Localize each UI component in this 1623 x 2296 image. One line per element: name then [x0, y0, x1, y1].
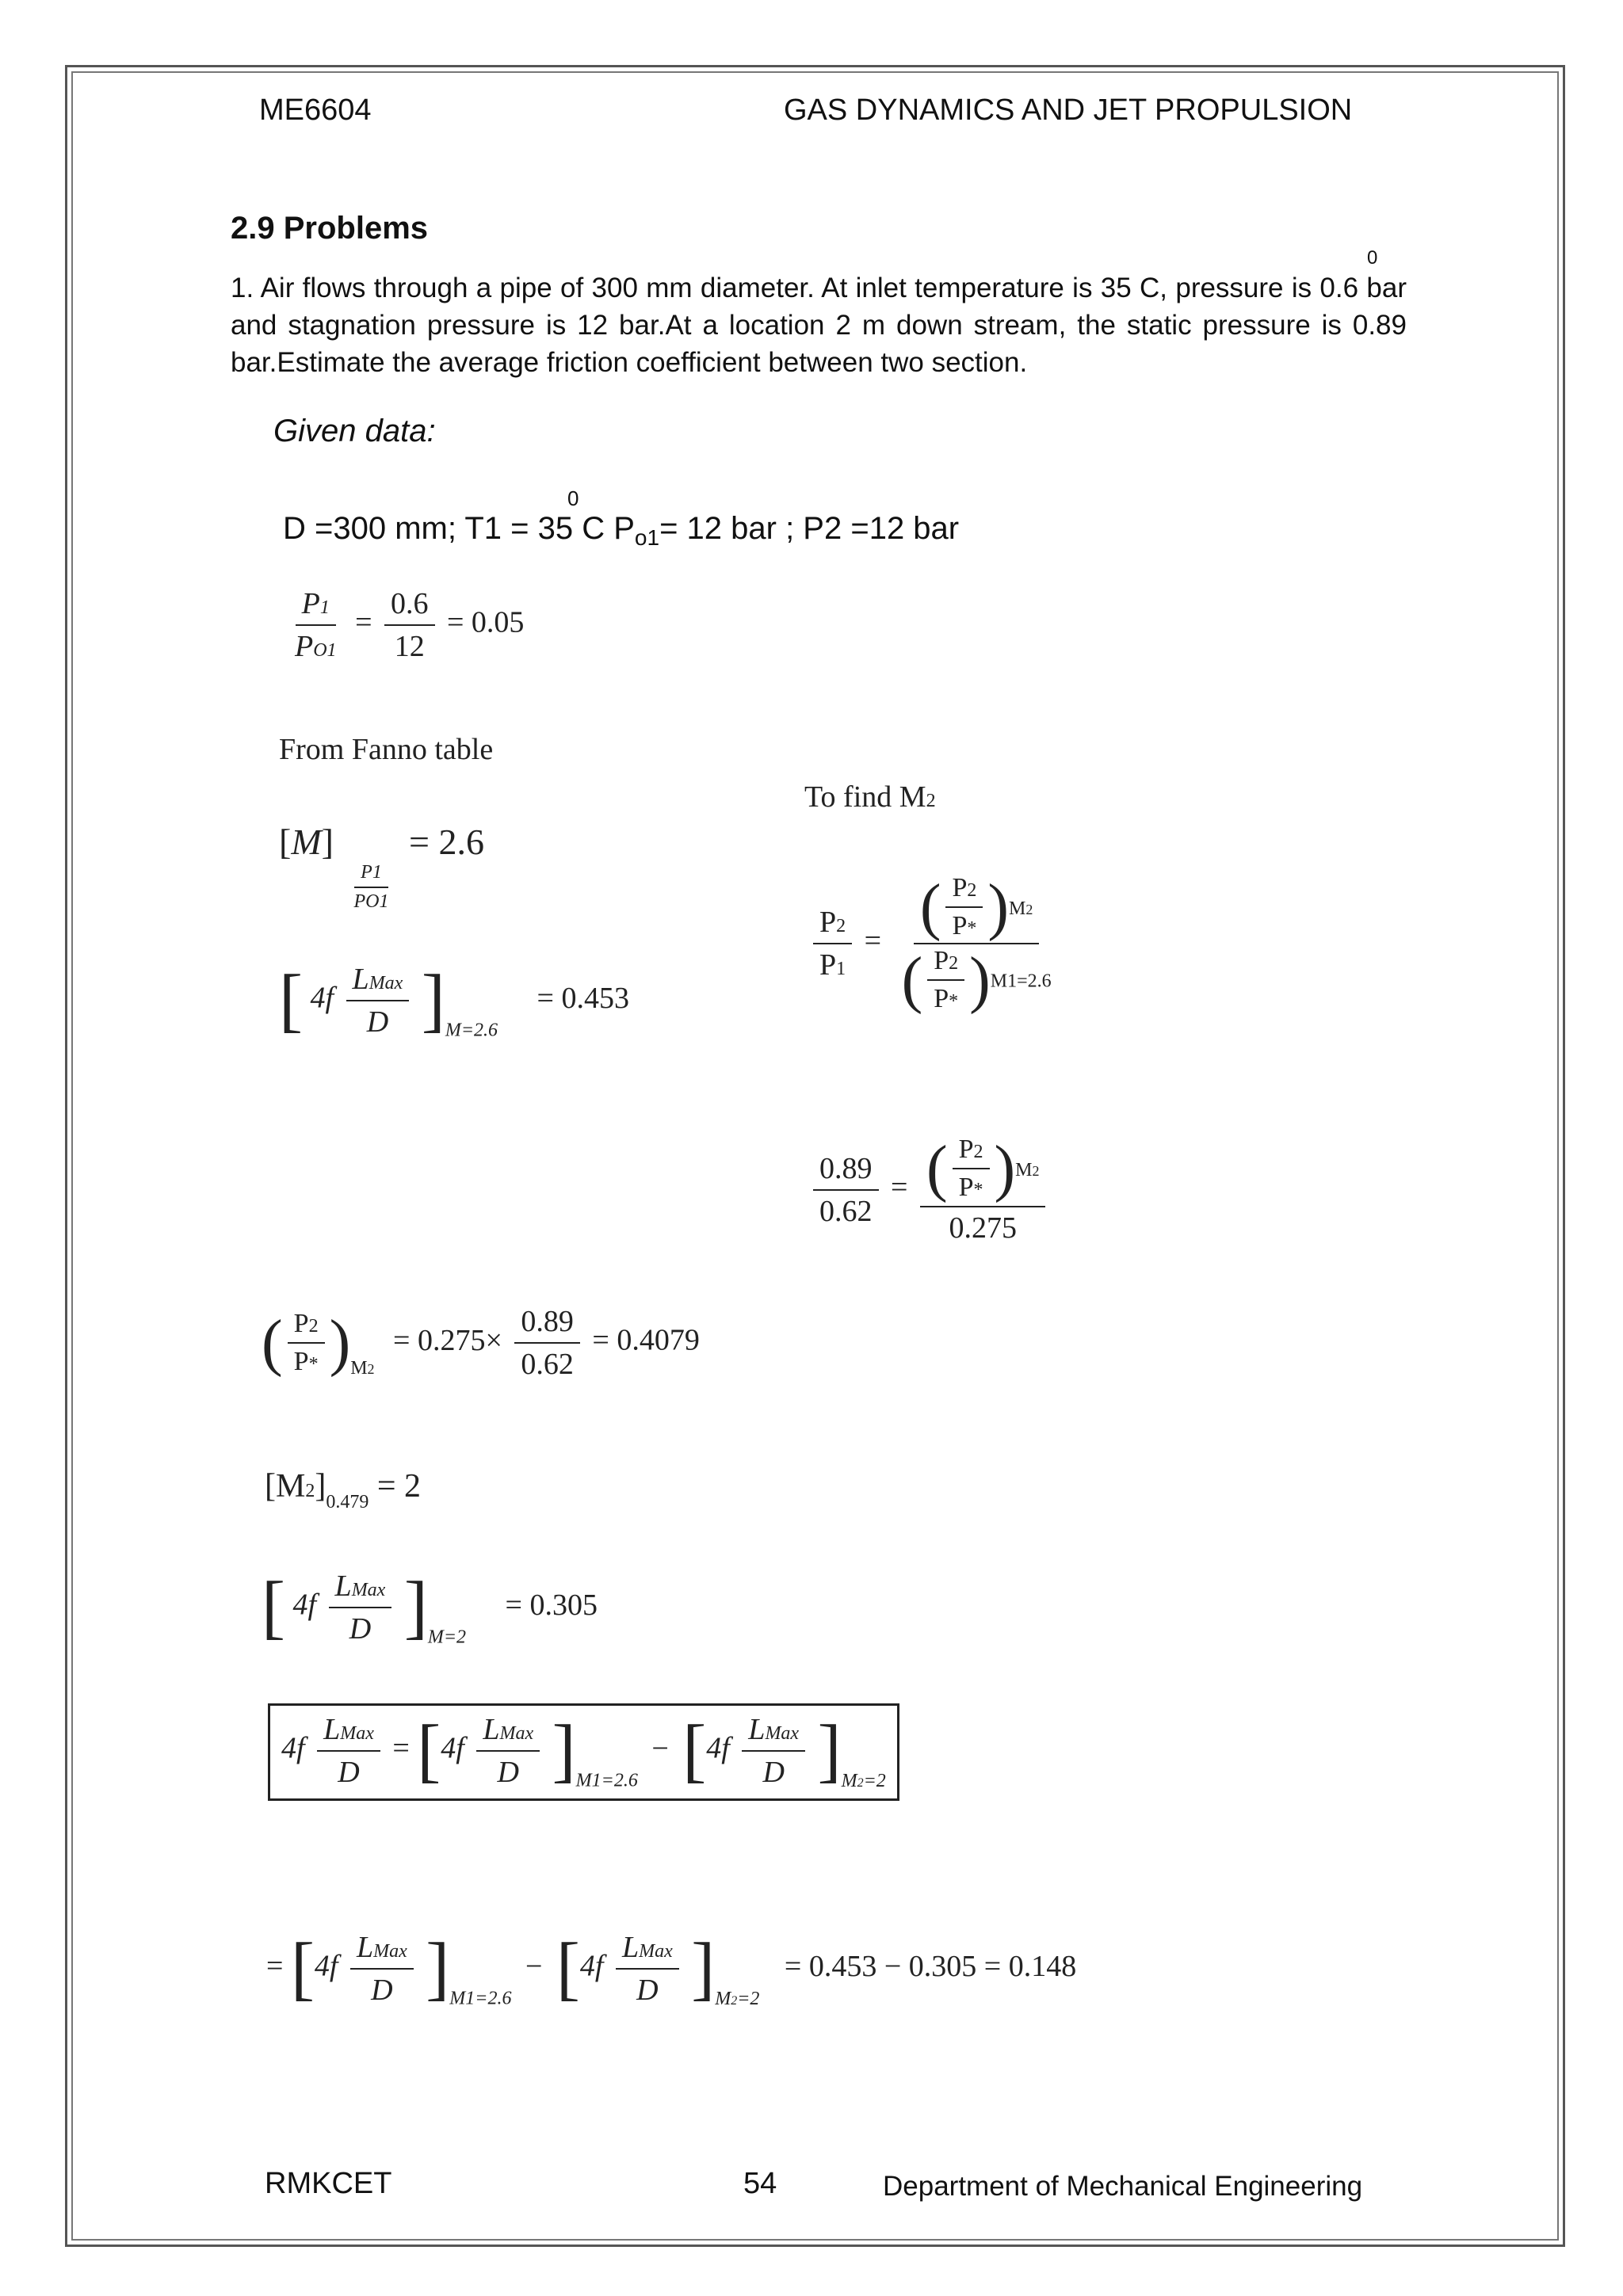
given-line-part1: D =300 mm; T1 = 35 C P	[283, 511, 635, 546]
section-heading: 2.9 Problems	[231, 211, 429, 246]
footer-institution: RMKCET	[265, 2167, 392, 2200]
m-result: = 2.6	[409, 822, 484, 862]
footer-page-number: 54	[743, 2167, 777, 2200]
ratio-den: 12	[394, 630, 425, 663]
footer-department: Department of Mechanical Engineering	[883, 2171, 1363, 2202]
find-m2-label: To find M2	[804, 780, 936, 814]
degree-mark-given: 0	[567, 486, 579, 510]
eq-final-result: = [4f $\frac{\text{LMax}}{D}$ ]$_{M1=2.6} - [4f$ $\frac{\text{LMax}}{D}$ ]$_{M2=2} = 0.453 - 0.305 = 0.148$	[266, 1929, 1077, 2009]
four-f-result-2: = 0.305	[505, 1588, 598, 1622]
ratio-result: = 0.05	[447, 605, 525, 639]
frac-062-b: 0.62	[521, 1348, 574, 1381]
find-m2-text: To find M	[804, 780, 926, 814]
header-course-title: GAS DYNAMICS AND JET PROPULSION	[784, 93, 1353, 127]
eq-089-062: $\frac{0.89}{0.62}$ = ( $\frac{P2}{P*}$ )M2 0.275	[808, 1135, 1050, 1245]
eq-boxed-difference: 4f $\frac{\text{LMax}}{D}$ = [4f $\frac{\text{LMax}}{D}$ ]$_{M1=2.6} - [4f$ $\frac{\text{LMax}}{D}$ ]$_{M2=2}$	[268, 1703, 899, 1801]
eq-p2-p1: $\frac{P2}{P1}$ = ( $\frac{P2}{P*}$ )M2 ( $\frac{P2}{P*}$ )M1=2.6	[808, 873, 1063, 1014]
degree-mark: 0	[1367, 247, 1378, 269]
frac-0275-a: 0.275	[949, 1211, 1017, 1245]
m-eq-2: M=2	[427, 1627, 467, 1648]
ratio-calc: = 0.275×	[393, 1323, 502, 1357]
eq-p2-pstar-calc: ( $\frac{P2}{P*}$ )$_{M2} = 0.275\times$ $\frac{0.89}{0.62}$ = 0.4079	[262, 1305, 700, 1381]
frac-062-a: 0.62	[819, 1195, 873, 1228]
given-data-line	[283, 511, 959, 551]
final-result: = 0.453 − 0.305 = 0.148	[784, 1949, 1077, 1983]
fanno-table-label: From Fanno table	[279, 733, 494, 766]
frac-089-a: 0.89	[813, 1151, 879, 1191]
final-sub-m1: M1=2.6	[449, 1988, 512, 2009]
given-data-label: Given data:	[273, 414, 436, 448]
eq-m-value: [M] $\frac{P1}{PO1}$ = 2.6	[279, 822, 484, 912]
m1-sub: M1=2.6	[990, 971, 1052, 992]
ratio-calc-result: = 0.4079	[592, 1323, 700, 1357]
ratio-num: 0.6	[384, 586, 435, 626]
header-course-code: ME6604	[259, 93, 372, 127]
eq-p1-ratio: $\frac{P1}{PO1}$ = $\frac{0.6}{12}$ = 0.05	[295, 587, 525, 663]
four-f-result-1: = 0.453	[537, 981, 629, 1015]
given-line-part2: = 12 bar ; P2 =12 bar	[659, 511, 960, 546]
given-line-sub: o1	[634, 525, 660, 550]
frac-089-b: 0.89	[514, 1304, 580, 1344]
eq-four-f-1: [ 4f $\frac{\text{LMax}}{D}$ ]$_{M=2.6} = 0.453$	[279, 961, 629, 1041]
m2-sub-val: 0.479	[326, 1492, 369, 1512]
m2-result: = 2	[376, 1468, 422, 1505]
problem-statement: 1. Air flows through a pipe of 300 mm diameter. At inlet temperature is 35 C, pressure is 0.6 bar and stagnation pressure is 12 bar.At a location 2 m down stream, the static pressure is 0.89 bar.Estimate the average friction coefficient between two section.	[231, 273, 1407, 378]
m-subscript-1: M=2.6	[445, 1020, 498, 1041]
box-sub-m1: M1=2.6	[575, 1770, 638, 1791]
eq-m2-value: $[M2]_{0.479} = 2$	[265, 1468, 422, 1512]
eq-four-f-2: [ 4f $\frac{\text{LMax}}{D}$ ]$_{M=2} = 0.305$	[262, 1568, 598, 1648]
